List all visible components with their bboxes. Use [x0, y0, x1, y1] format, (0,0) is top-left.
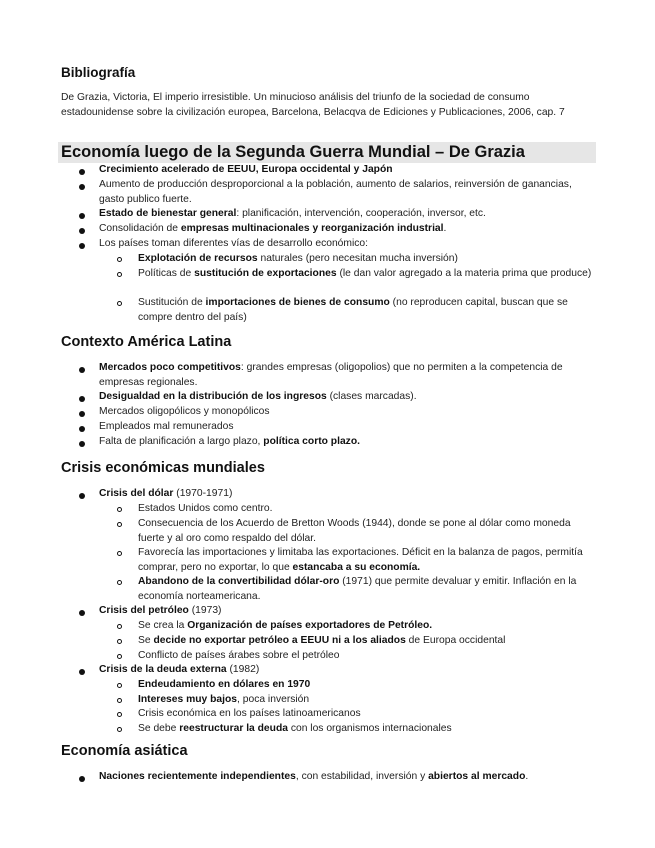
sub-bullet [117, 551, 122, 556]
list-item: Desigualdad en la distribución de los ingresos (clases marcadas). [99, 391, 417, 402]
section-heading-contexto-america-latina: Contexto América Latina [61, 334, 232, 350]
list-item: Crisis del petróleo (1973) [99, 605, 222, 616]
sub-bullet [117, 727, 122, 732]
bold-text: empresas multinacionales y reorganización industrial [180, 223, 444, 234]
bullet [79, 426, 85, 432]
bold-text: Organización de países exportadores de Petróleo. [187, 620, 433, 631]
sub-list-item [138, 678, 598, 693]
list-item: Naciones recientemente independientes, con estabilidad, inversión y abiertos al mercado. [99, 771, 529, 782]
bold-text: decide no exportar petróleo a EEUU ni a los aliados [153, 635, 406, 646]
sub-list-item: Políticas de sustitución de exportaciones (le dan valor agregado a la materia prima que produce) [138, 268, 592, 279]
list-item: Aumento de producción desproporcional a la población, aumento de salarios, reinversión de ganancias, gasto publico fuerte. [99, 179, 572, 205]
sub-list-item: Abandono de la convertibilidad dólar-oro (1971) que permite devaluar y emitir. Inflación en la economía norteamericana. [138, 576, 577, 602]
bullet [79, 396, 85, 402]
sub-bullet [117, 522, 122, 527]
sub-bullet [117, 683, 122, 688]
bullet [79, 669, 85, 675]
section-heading-economia-posguerra: Economía luego de la Segunda Guerra Mundial – De Grazia [61, 143, 525, 161]
section-heading-crisis-economicas: Crisis económicas mundiales [61, 460, 265, 476]
bold-text: Estado de bienestar general [99, 208, 237, 219]
bold-text: Naciones recientemente independientes [99, 771, 296, 782]
sub-bullet [117, 507, 122, 512]
sub-list-item: Estados Unidos como centro. [138, 503, 273, 514]
bullet [79, 243, 85, 249]
bullet [79, 228, 85, 234]
sub-bullet [117, 257, 122, 262]
bold-text: Mercados poco competitivos [99, 362, 241, 373]
bibliography-text: De Grazia, Victoria, El imperio irresistible. Un minucioso análisis del triunfo de la sociedad de consumo estadounidense sobre la civilización europea, Barcelona, Belacqva de Ediciones y Publicaciones, 2006, cap. 7 [61, 92, 565, 118]
list-item: Mercados poco competitivos: grandes empresas (oligopolios) que no permiten a la competencia de empresas regionales. [99, 362, 563, 388]
bold-text: abiertos al mercado [428, 771, 526, 782]
list-item: Estado de bienestar general: planificación, intervención, cooperación, inversor, etc. [99, 208, 486, 219]
list-item: Empleados mal remunerados [99, 421, 234, 432]
bold-text: sustitución de exportaciones [194, 268, 337, 279]
bullet [79, 367, 85, 373]
list-item: Crisis de la deuda externa (1982) [99, 664, 260, 675]
sub-bullet [117, 272, 122, 277]
sub-bullet [117, 654, 122, 659]
sub-bullet [117, 712, 122, 717]
list-item [99, 163, 599, 178]
sub-bullet [117, 624, 122, 629]
list-item: Los países toman diferentes vías de desarrollo económico: [99, 238, 369, 249]
sub-list-item: Crisis económica en los países latinoamericanos [138, 708, 361, 719]
bold-text: Endeudamiento en dólares en 1970 [138, 679, 311, 690]
bold-text: Abandono de la convertibilidad dólar-oro [138, 576, 340, 587]
sub-list-item: Se decide no exportar petróleo a EEUU ni a los aliados de Europa occidental [138, 635, 506, 646]
sub-list-item: Explotación de recursos naturales (pero necesitan mucha inversión) [138, 253, 458, 264]
sub-list-item: Se debe reestructurar la deuda con los organismos internacionales [138, 723, 452, 734]
section-heading-economia-asiatica: Economía asiática [61, 743, 188, 759]
sub-bullet [117, 698, 122, 703]
bullet [79, 610, 85, 616]
bold-text: Crisis del petróleo [99, 605, 189, 616]
bold-text: importaciones de bienes de consumo [205, 297, 390, 308]
list-item: Crisis del dólar (1970-1971) [99, 488, 233, 499]
bullet [79, 776, 85, 782]
bullet [79, 213, 85, 219]
sub-list-item: Sustitución de importaciones de bienes de consumo (no reproducen capital, buscan que se compre dentro del país) [138, 297, 568, 323]
sub-list-item: Favorecía las importaciones y limitaba las exportaciones. Déficit en la balanza de pagos, permitía comprar, pero no exportar, lo que estancaba a su economía. [138, 547, 583, 573]
bold-text: política corto plazo. [263, 436, 360, 447]
bullet [79, 411, 85, 417]
bold-text: Crecimiento acelerado de EEUU, Europa occidental y Japón [99, 164, 393, 175]
bullet [79, 169, 85, 175]
bold-text: Crisis del dólar [99, 488, 174, 499]
bold-text: estancaba a su economía. [292, 561, 421, 573]
list-item: Mercados oligopólicos y monopólicos [99, 406, 270, 417]
bold-text: Crisis de la deuda externa [99, 664, 227, 675]
sub-list-item: Se crea la Organización de países exportadores de Petróleo. [138, 620, 433, 631]
bold-text: Intereses muy bajos [138, 694, 238, 705]
section-heading-band [58, 142, 596, 163]
bold-text: Explotación de recursos [138, 253, 258, 264]
sub-list-item: Conflicto de países árabes sobre el petróleo [138, 650, 340, 661]
sub-list-item: Consecuencia de los Acuerdo de Bretton Woods (1944), donde se pone al dólar como moneda fuerte y al oro como respaldo del dólar. [138, 518, 571, 544]
bold-text: Desigualdad en la distribución de los ingresos [99, 391, 327, 402]
bibliography-heading: Bibliografía [61, 65, 136, 80]
bold-text: reestructurar la deuda [179, 723, 288, 734]
sub-list-item: Intereses muy bajos, poca inversión [138, 694, 310, 705]
sub-bullet [117, 301, 122, 306]
sub-bullet [117, 580, 122, 585]
bullet [79, 441, 85, 447]
bullet [79, 493, 85, 499]
list-item: Consolidación de empresas multinacionales y reorganización industrial. [99, 223, 447, 234]
sub-bullet [117, 639, 122, 644]
list-item: Falta de planificación a largo plazo, política corto plazo. [99, 436, 360, 447]
bullet [79, 184, 85, 190]
